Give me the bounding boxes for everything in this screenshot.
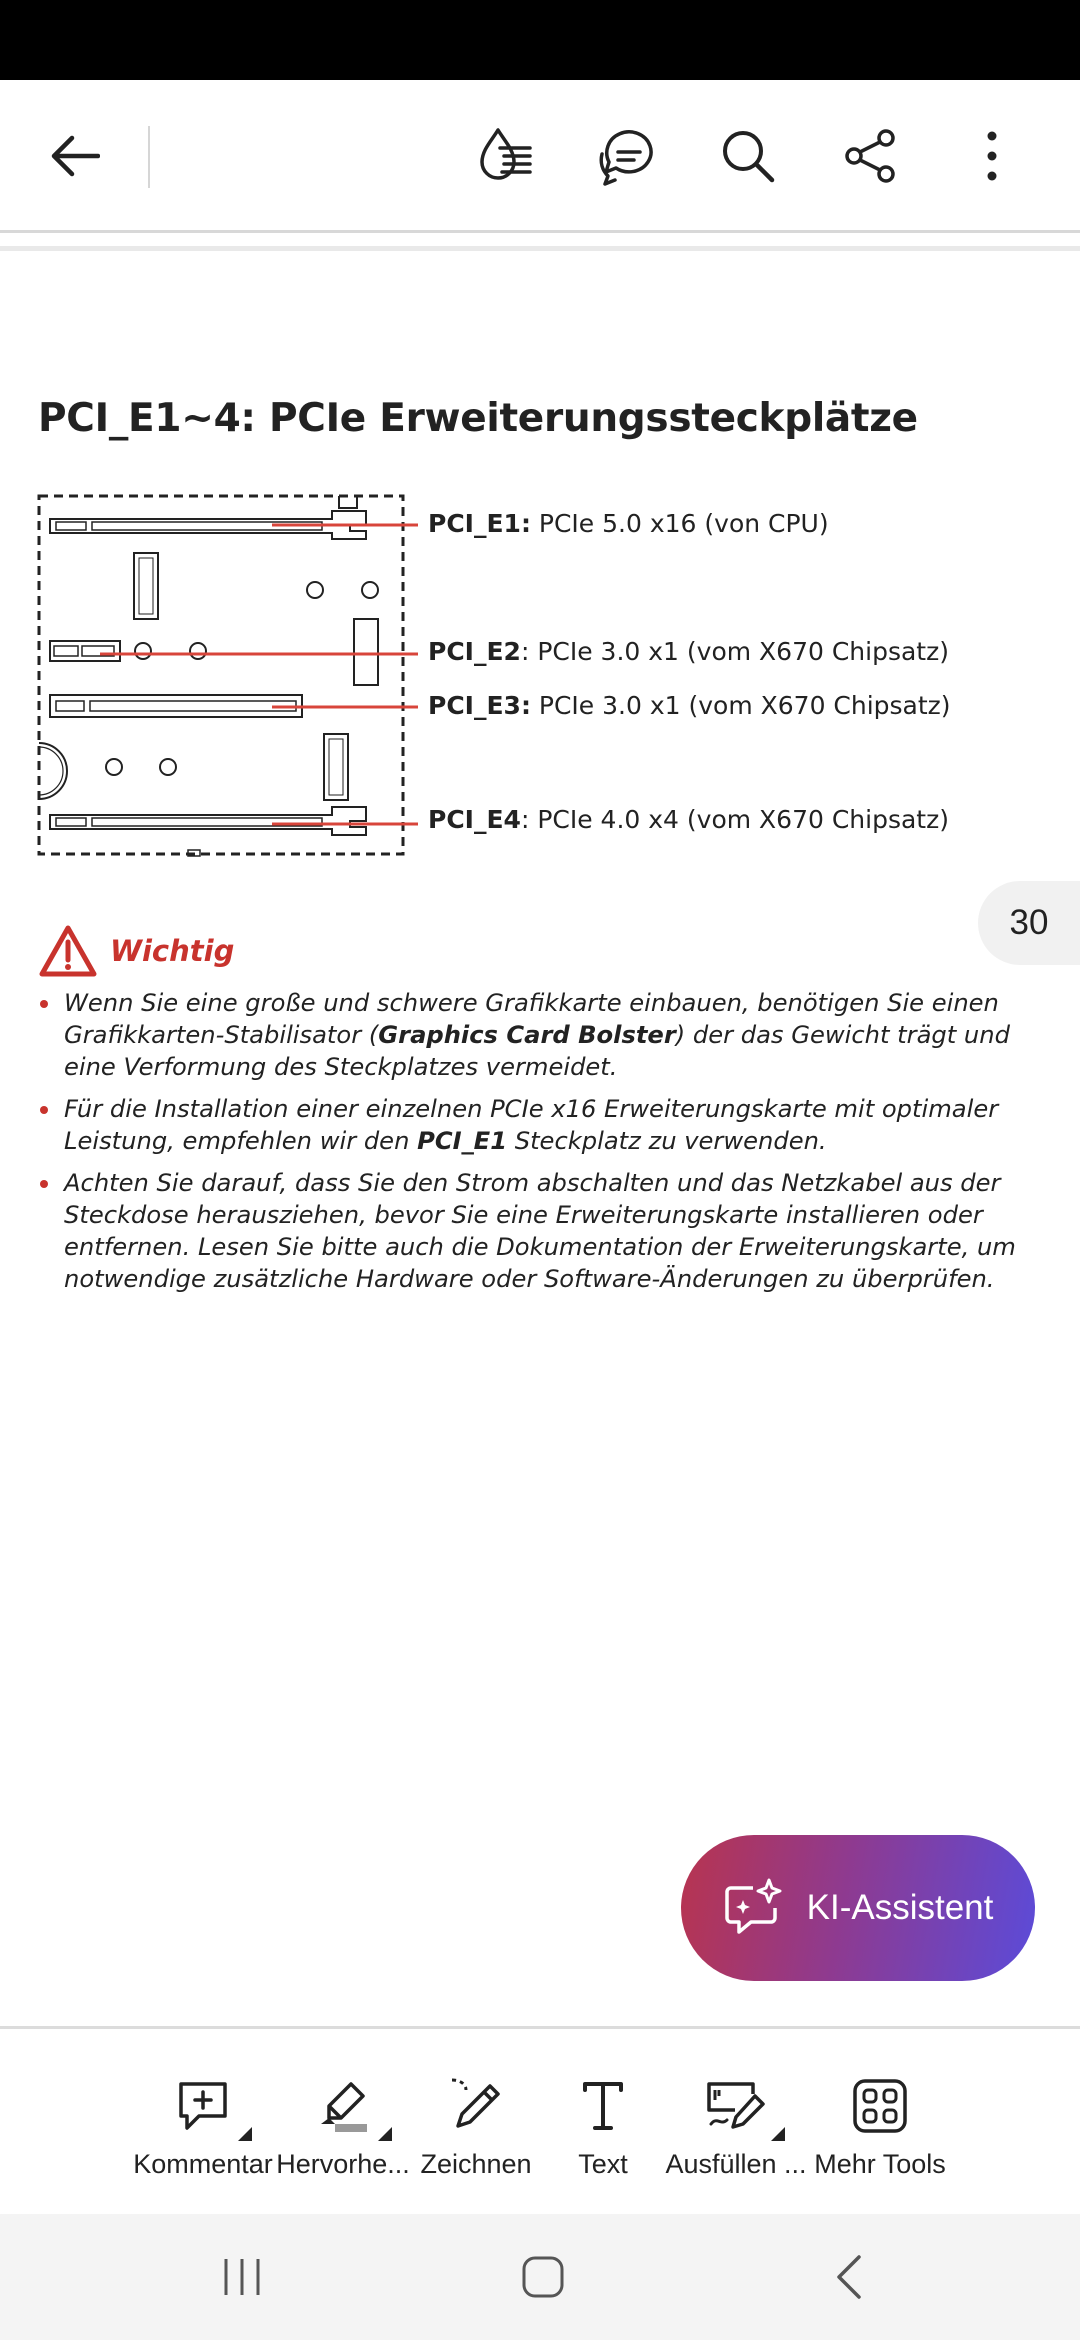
grid-icon — [852, 2078, 908, 2134]
search-button[interactable] — [710, 118, 786, 194]
section-title: PCI_E1~4: PCIe Erweiterungssteckplätze — [38, 396, 918, 441]
tool-zeichnen[interactable] — [416, 2029, 536, 2217]
important-heading-row — [38, 921, 1048, 981]
slot-name: PCI_E3: — [428, 691, 531, 720]
tool-label: Ausfüllen ... — [665, 2149, 807, 2179]
tool-label: Mehr Tools — [814, 2149, 946, 2179]
submenu-indicator — [378, 2127, 392, 2141]
slot-label-pci-e2 — [428, 637, 949, 666]
important-notice — [38, 921, 1048, 1305]
highlighter-icon — [313, 2078, 373, 2134]
slot-name: PCI_E1: — [428, 509, 531, 538]
submenu-indicator — [238, 2127, 252, 2141]
tool-label: Zeichnen — [420, 2149, 532, 2179]
system-navigation-bar — [0, 2214, 1080, 2340]
ai-chat-sparkle-icon — [723, 1878, 785, 1938]
slot-label-pci-e3 — [428, 691, 951, 720]
tool-label: Text — [578, 2149, 628, 2179]
list-item — [38, 1093, 1048, 1157]
tool-ausfuellen[interactable] — [662, 2029, 810, 2217]
recent-apps-button[interactable] — [207, 2244, 277, 2310]
fill-sign-icon — [705, 2078, 767, 2134]
comment-add-icon — [175, 2078, 231, 2134]
pcie-slot-diagram — [36, 491, 426, 861]
note-emphasis: PCI_E1 — [417, 1127, 508, 1155]
back-nav-button[interactable] — [813, 2244, 883, 2310]
note-text: Steckplatz zu verwenden. — [507, 1127, 827, 1155]
more-options-button[interactable] — [954, 118, 1030, 194]
note-text: Für die Installation einer einzelnen PCIe x16 Erweiterungskarte mit optimaler Leistung, empfehlen wir den — [64, 1095, 999, 1155]
slot-desc: : PCIe 4.0 x4 (vom X670 Chipsatz) — [520, 805, 949, 834]
share-icon — [840, 126, 900, 186]
ai-assistant-label: KI-Assistent — [806, 1888, 994, 1927]
tool-mehr-tools[interactable] — [810, 2029, 950, 2217]
list-item — [38, 1167, 1048, 1295]
liquid-mode-icon — [474, 124, 538, 188]
top-toolbar — [0, 80, 1080, 233]
more-vertical-icon — [982, 128, 1002, 184]
slot-name: PCI_E4 — [428, 805, 521, 834]
note-text: Wenn Sie eine große und schwere Grafikkarte einbauen, benötigen Sie einen Grafikkarten-Stabilisator ( — [64, 989, 999, 1049]
toolbar-divider — [148, 126, 150, 188]
submenu-indicator — [771, 2127, 785, 2141]
slot-label-pci-e1 — [428, 509, 829, 538]
note-text: ) der das Gewicht trägt und eine Verformung des Steckplatzes vermeidet. — [64, 1021, 1010, 1081]
home-button[interactable] — [508, 2244, 578, 2310]
ai-assistant-button[interactable] — [681, 1835, 1035, 1981]
slot-label-pci-e4 — [428, 805, 949, 834]
tool-label: Hervorhe... — [276, 2149, 410, 2179]
tool-hervorheben[interactable] — [270, 2029, 416, 2217]
back-chevron-icon — [833, 2253, 863, 2301]
bottom-tools-bar — [0, 2026, 1080, 2217]
slot-desc: : PCIe 3.0 x1 (vom X670 Chipsatz) — [520, 637, 949, 666]
tool-label: Kommentar — [133, 2149, 273, 2179]
home-icon — [521, 2255, 565, 2299]
arrow-left-icon — [48, 134, 100, 178]
warning-icon — [38, 924, 98, 978]
slot-desc: PCIe 3.0 x1 (vom X670 Chipsatz) — [530, 691, 951, 720]
important-notes-list — [38, 987, 1048, 1295]
pdf-page[interactable] — [0, 251, 1080, 2026]
page-number-badge[interactable]: 30 — [978, 881, 1080, 965]
status-bar — [0, 0, 1080, 80]
note-text: Achten Sie darauf, dass Sie den Strom abschalten und das Netzkabel aus der Steckdose herausziehen, bevor Sie eine Erweiterungskarte installieren oder entfernen. Lesen Sie bitte auch die Dokumentation der Erweiterungskarte, um notwendige zusätzliche Hardware oder Software-Änderungen zu überprüfen. — [64, 1169, 1016, 1293]
note-emphasis: Graphics Card Bolster — [378, 1021, 676, 1049]
list-item — [38, 987, 1048, 1083]
tool-text[interactable] — [553, 2029, 653, 2217]
recent-apps-icon — [220, 2257, 264, 2297]
slot-name: PCI_E2 — [428, 637, 521, 666]
share-button[interactable] — [832, 118, 908, 194]
search-icon — [718, 126, 778, 186]
important-heading: Wichtig — [110, 934, 235, 968]
text-icon — [581, 2080, 625, 2132]
back-button[interactable] — [36, 118, 112, 194]
comments-icon — [594, 124, 658, 188]
liquid-mode-button[interactable] — [468, 118, 544, 194]
draw-pen-icon — [446, 2076, 506, 2136]
tool-kommentar[interactable] — [130, 2029, 276, 2217]
slot-desc: PCIe 5.0 x16 (von CPU) — [530, 509, 829, 538]
comments-button[interactable] — [588, 118, 664, 194]
